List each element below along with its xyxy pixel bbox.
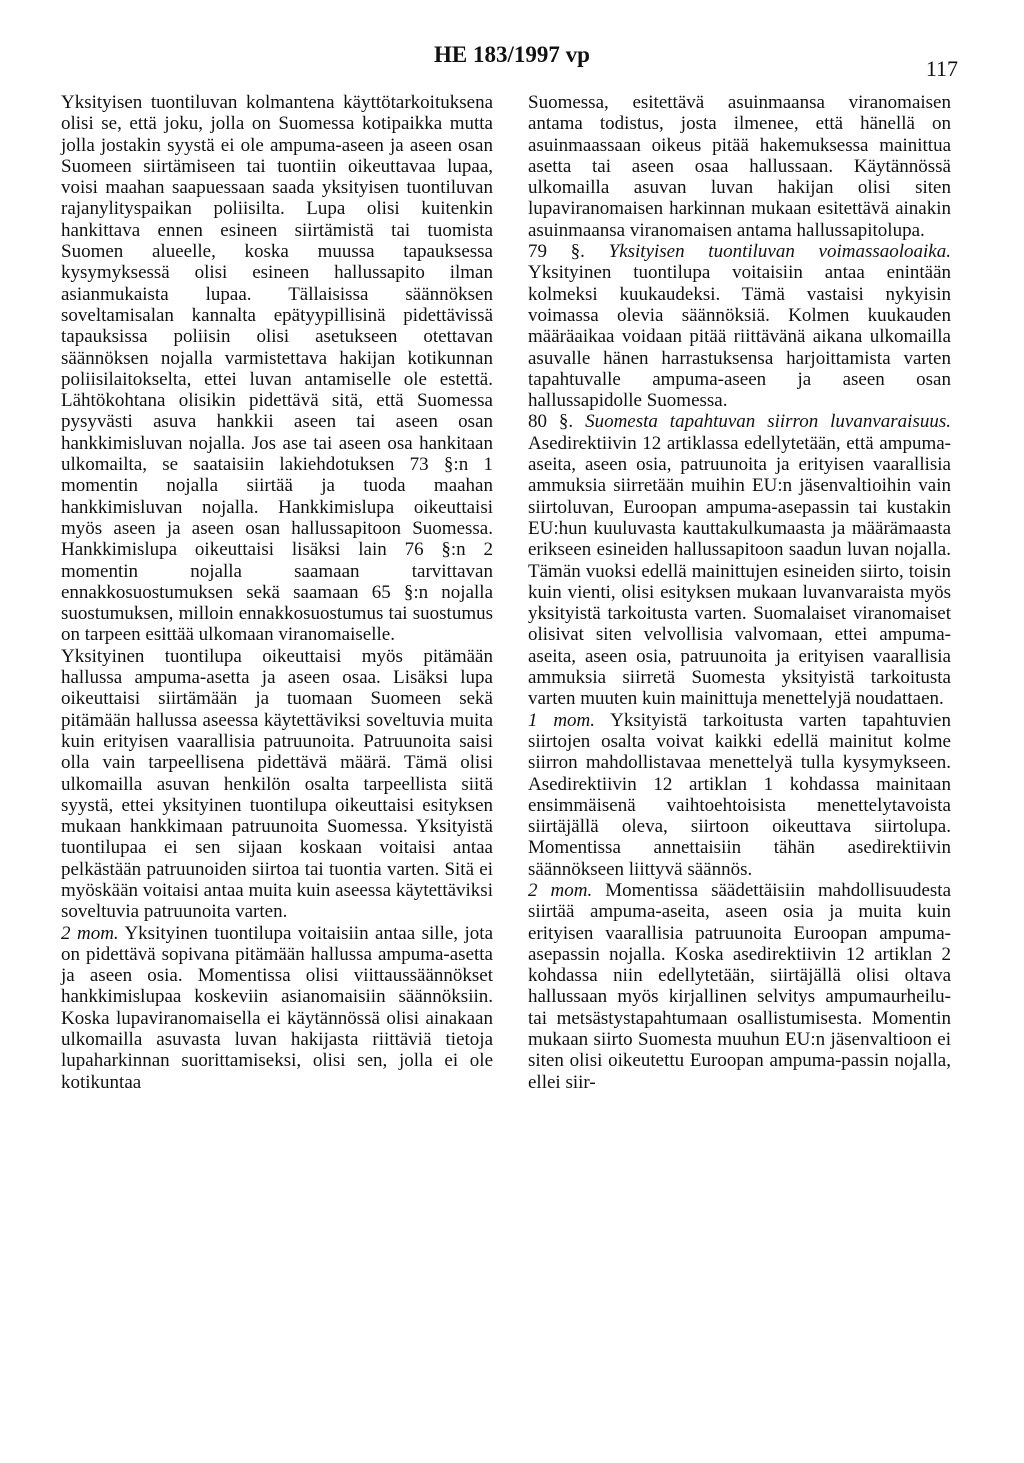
paragraph-text: Yksityinen tuontilupa voitaisiin antaa enintään kolmeksi kuukaudeksi. Tämä vastaisi nykyisin voimassa olevia säännöksiä. Kolmen kuukauden määräaikaa voidaan pitää riittävänä aikana ulkomailla asuvalle hänen harrastuksensa harjoittamista varten tapahtuvalle ampuma-aseen ja aseen osan hallussapidolle Suomessa. — [528, 262, 951, 412]
paragraph-text: Yksityinen tuontilupa voitaisiin antaa sille, jota on pidettävä sopivana pitämään hallussa ampuma-asetta ja aseen osia. Momentissa olisi viittaussäännökset hankkimislupaa koskeviin asianomaisiin säännöksiin. Koska lupaviranomaisella ei käytännössä olisi ainakaan ulkomailla asuvasta luvan hakijasta riittäviä tietoja lupaharkinnan suorittamiseksi, olisi sen, jolla ei ole kotikuntaa — [61, 922, 493, 1093]
document-id: HE 183/1997 vp — [434, 42, 590, 67]
left-column — [61, 92, 493, 1093]
paragraph-text: Momentissa säädettäisiin mahdollisuudesta siirtää ampuma-aseita, aseen osia ja muita kuin erityisen vaarallisia patruunoita Euroopan ampuma-asepassin nojalla. Koska asedirektiivin 12 artiklan 2 kohdassa niin edellytetään, siirtäjällä olisi oltava hallussaan myös kirjallinen selvitys ampumaurheilu- tai metsästystapahtumaan osallistumisesta. Momentin mukaan siirto Suomesta muuhun EU:n jäsenvaltioon ei siten olisi oikeutettu Euroopan ampuma-passin nojalla, ellei siir- — [528, 879, 951, 1093]
section-title: Yksityisen tuontiluvan voimassaoloaika. — [608, 241, 951, 263]
paragraph — [528, 241, 951, 411]
moment-label: 1 mom. — [528, 709, 596, 731]
paragraph-text: Yksityistä tarkoitusta varten tapahtuvien siirtojen osalta voivat kaikki edellä mainitut kolme siirron mahdollistavaa menettelyä tulla kysymykseen. Asedirektiivin 12 artiklan 1 kohdassa mainitaan ensimmäisenä vaihtoehtoisista menettelytavoista siirtäjällä oleva, siirtoon oikeuttava siirtolupa. Momentissa annettaisiin tähän asedirektiivin säännökseen liittyvä säännös. — [528, 709, 951, 880]
right-column — [528, 92, 951, 1093]
section-number: 79 §. — [528, 241, 585, 263]
paragraph: Yksityisen tuontiluvan kolmantena käyttötarkoituksena olisi se, että joku, jolla on Suomessa kotipaikka mutta jolla jostakin syystä ei ole ampuma-aseen ja aseen osan Suomeen siirtämiseen tai tuontiin oikeuttavaa lupaa, voisi maahan saapuessaan saada yksityisen tuontiluvan rajanylityspaikan poliisilta. Lupa olisi kuitenkin hankittava ennen esineen siirtämistä tai tuomista Suomen alueelle, koska muussa tapauksessa kysymyksessä olisi esineen hallussapito ilman asianmukaista lupaa. Tällaisissa säännöksen soveltamisalan kannalta epätyypillisinä pidettävissä tapauksissa poliisin olisi asetukseen otettavan säännöksen nojalla varmistettava hakijan kotikunnan poliisilaitokselta, ettei luvan antamiselle ole estettä. Lähtökohtana olisikin pidettävä sitä, että Suomessa pysyvästi asuva hankkii aseen tai aseen osan hankkimisluvan nojalla. Jos ase tai aseen osa hankitaan ulkomailta, se saataisiin lakiehdotuksen 73 §:n 1 momentin nojalla siirtää ja tuoda maahan hankkimisluvan nojalla. Hankkimislupa oikeuttaisi myös aseen ja aseen osan hallussapitoon Suomessa. Hankkimislupa oikeuttaisi lisäksi lain 76 §:n 2 momentin nojalla saamaan tarvittavan ennakkosuostumuksen sekä saamaan 65 §:n nojalla suostumuksen, milloin ennakkosuostumus tai suostumus on tarpeen esittää ulkomaan viranomaiselle. — [61, 92, 493, 646]
section-number: 80 §. — [528, 411, 574, 433]
moment-label: 2 mom. — [61, 922, 119, 944]
section-title: Suomesta tapahtuvan siirron luvanvaraisuus. — [585, 411, 951, 433]
paragraph-text: Asedirektiivin 12 artiklassa edellytetään, että ampuma-aseita, aseen osia, patruunoita ja erityisen vaarallisia ammuksia siirretään muihin EU:n jäsenvaltioihin vain siirtoluvan, Euroopan ampuma-asepassin tai kustakin EU:hun kuuluvasta kauttakulkumaasta ja määrämaasta erikseen esineiden hallussapitoon saadun luvan nojalla. Tämän vuoksi edellä mainittujen esineiden siirto, toisin kuin vienti, olisi esityksen mukaan luvanvaraista myös yksityistä tarkoitusta varten. Suomalaiset viranomaiset olisivat siten velvollisia valvomaan, ettei ampuma-aseita, aseen osia, patruunoita ja erityisen vaarallisia ammuksia siirretä Suomesta yksityistä tarkoitusta varten muuten kuin mainittuja menettelyjä noudattaen. — [528, 432, 951, 710]
page-number: 117 — [925, 56, 958, 81]
page-header — [0, 42, 1024, 82]
paragraph: Yksityinen tuontilupa oikeuttaisi myös pitämään hallussa ampuma-asetta ja aseen osaa. Lisäksi lupa oikeuttaisi siirtämään ja tuomaan Suomeen sekä pitämään hallussa aseessa käytettäviksi soveltuvia muita kuin erityisen vaarallisia patruunoita. Patruunoita saisi olla vain tarpeellisena pidettävä määrä. Tämä olisi ulkomailla asuvan henkilön osalta tarpeellista siitä syystä, ettei yksityinen tuontilupa oikeuttaisi esityksen mukaan hankkimaan patruunoita Suomessa. Yksityistä tuontilupaa ei sen sijaan koskaan voitaisi antaa pelkästään patruunoiden siirtoa tai tuontia varten. Sitä ei myöskään voitaisi antaa muita kuin aseessa käytettäviksi soveltuvia patruunoita varten. — [61, 645, 493, 923]
paragraph — [61, 923, 493, 1093]
paragraph — [528, 710, 951, 880]
moment-label: 2 mom. — [528, 879, 593, 901]
paragraph: Suomessa, esitettävä asuinmaansa viranomaisen antama todistus, josta ilmenee, että hänellä on asuinmaassaan oikeus pitää hakemuksessa mainittua asetta tai aseen osaa hallussaan. Käytännössä ulkomailla asuvan luvan hakijan olisi siten lupaviranomaisen harkinnan mukaan esitettävä ainakin asuinmaansa viranomaisen antama hallussapitolupa. — [528, 92, 951, 241]
paragraph — [528, 880, 951, 1093]
paragraph — [528, 411, 951, 709]
